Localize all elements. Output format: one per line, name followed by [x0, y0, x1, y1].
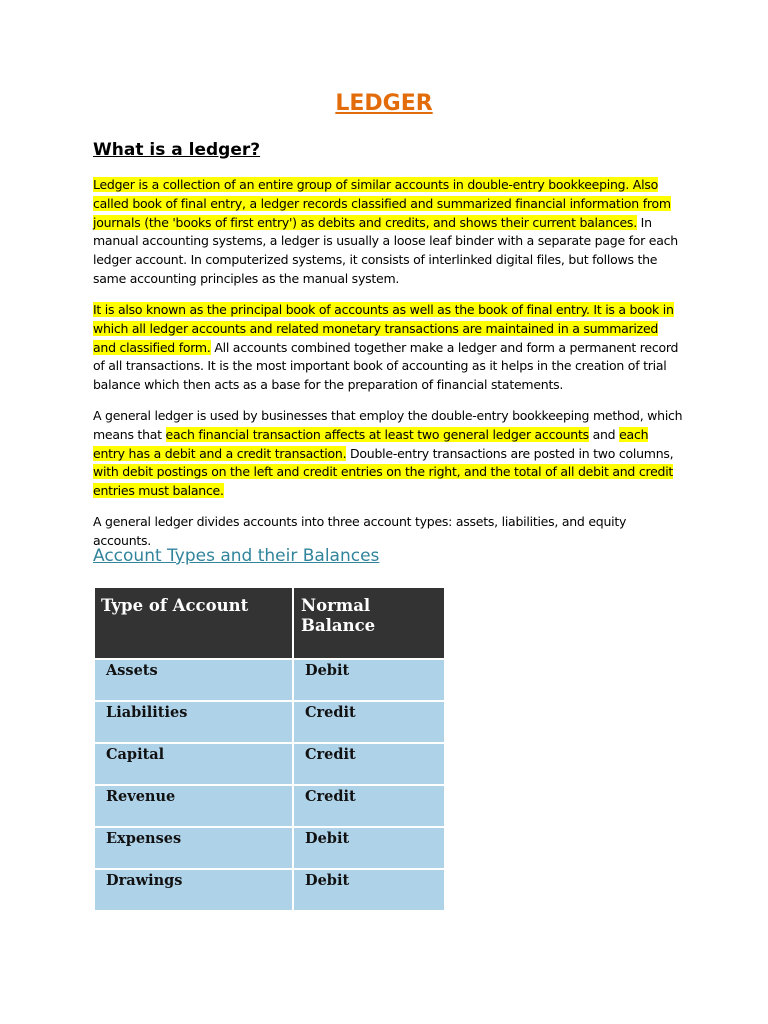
account-type-cell: Assets: [94, 659, 293, 701]
header-type-of-account: Type of Account: [94, 587, 293, 659]
body-text: All accounts combined together make a ledger and form a permanent record of all transactions. It is the most important book of accounting as it helps in the creation of trial balance which then acts as a base for the preparation of financial statements.: [93, 339, 679, 393]
paragraph-3: [93, 407, 683, 501]
header-normal-balance-text: Normal Balance: [301, 596, 376, 635]
paragraph-4: A general ledger divides accounts into three account types: assets, liabilities, and equity accounts.: [93, 514, 627, 548]
paragraph-1: [93, 176, 683, 289]
normal-balance-cell: Debit: [293, 659, 445, 701]
body-text: A general ledger is used by businesses that employ the double-entry bookkeeping method, which means that: [93, 408, 683, 442]
account-type-cell: Capital: [94, 743, 293, 785]
normal-balance-cell: Credit: [293, 743, 445, 785]
table-row: [94, 701, 445, 743]
body-text: In manual accounting systems, a ledger is usually a loose leaf binder with a separate page for each ledger account. In computerized systems, it consists of interlinked digital files, but follows the same accounting principles as the manual system.: [93, 214, 678, 286]
header-normal-balance: [293, 587, 445, 659]
table-row: [94, 659, 445, 701]
account-type-cell: Drawings: [94, 869, 293, 911]
normal-balance-cell: Debit: [293, 827, 445, 869]
normal-balance-cell: Credit: [293, 701, 445, 743]
normal-balance-cell: Credit: [293, 785, 445, 827]
table-row: [94, 827, 445, 869]
account-type-cell: Liabilities: [94, 701, 293, 743]
highlighted-text: each entry has a debit and a credit transaction.: [93, 426, 649, 461]
body-text: and: [588, 426, 620, 442]
highlighted-text: with debit postings on the left and credit entries on the right, and the total of all debit and credit entries must balance.: [93, 464, 674, 499]
account-types-table: [93, 586, 446, 912]
account-type-cell: Expenses: [94, 827, 293, 869]
table-header-row: [94, 587, 445, 659]
paragraph-2: [93, 301, 683, 395]
table-row: [94, 785, 445, 827]
heading-account-types: Account Types and their Balances: [93, 546, 380, 566]
table-row: [94, 743, 445, 785]
heading-what-is-ledger: What is a ledger?: [93, 140, 261, 160]
body-text: Double-entry transactions are posted in two columns,: [346, 445, 674, 461]
normal-balance-cell: Debit: [293, 869, 445, 911]
highlighted-text: Ledger is a collection of an entire group of similar accounts in double-entry bookkeeping. Also called book of final entry, a ledger records classified and summarized financial information from journals (the 'books of first entry') as debits and credits, and shows their current balances.: [93, 177, 671, 230]
account-type-cell: Revenue: [94, 785, 293, 827]
highlighted-text: It is also known as the principal book of accounts as well as the book of final entry. It is a book in which all ledger accounts and related monetary transactions are maintained in a summarized and classified form.: [93, 302, 674, 355]
table-row: [94, 869, 445, 911]
highlighted-text: each financial transaction affects at least two general ledger accounts: [165, 426, 589, 442]
document-title: LEDGER: [335, 91, 433, 116]
